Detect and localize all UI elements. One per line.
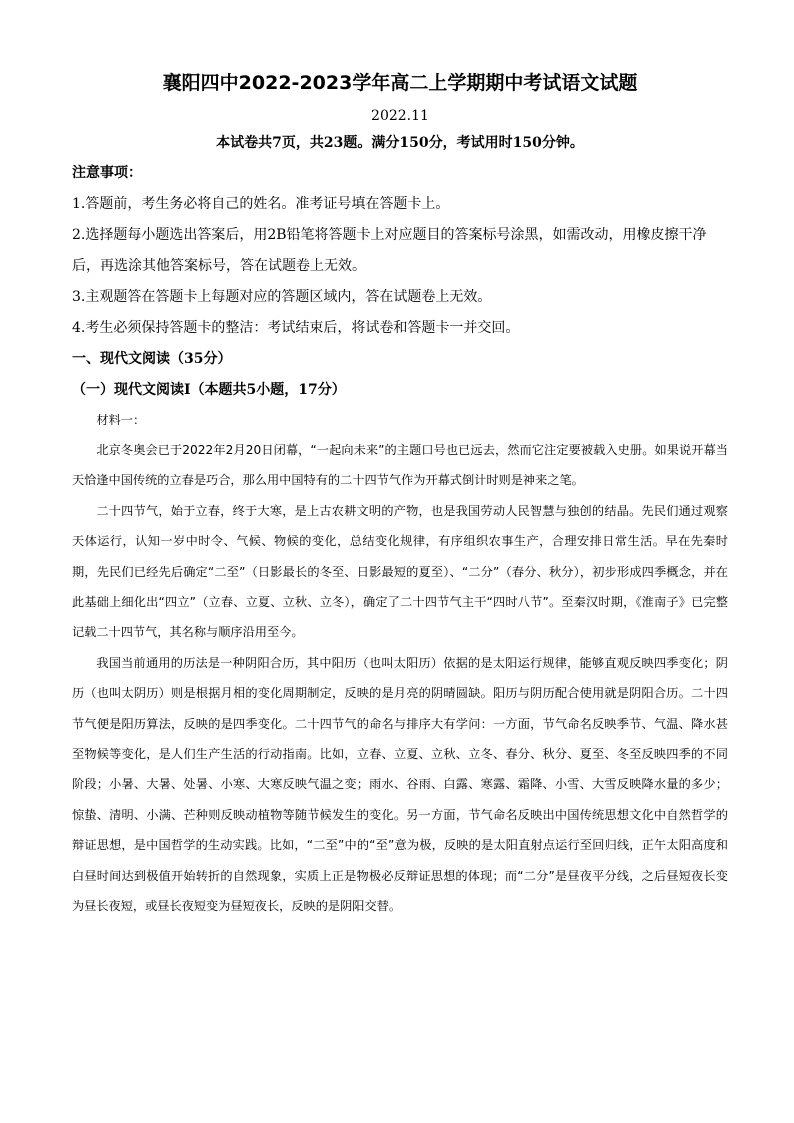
notice-item-4: 4.考生必须保持答题卡的整洁：考试结束后，将试卷和答题卡一并交回。 <box>72 320 520 336</box>
sub-section-heading: （一）现代文阅读Ⅰ（本题共5小题，17分） <box>72 382 346 398</box>
paragraph-1: 北京冬奥会已于2022年2月20日闭幕，“一起向未来”的主题口号也已远去，然而它注定要被载入史册。如果说开幕当天恰逢中国传统的立春是巧合，那么用中国特有的二十四节气作为开幕式倒计时则是神来之笔。 <box>72 443 728 488</box>
paragraph-3: 我国当前通用的历法是一种阴阳合历，其中阳历（也叫太阳历）依据的是太阳运行规律，能够直观反映四季变化；阴历（也叫太阴历）则是根据月相的变化周期制定，反映的是月亮的阴晴圆缺。阳历与阴历配合使用就是阴阳合历。二十四节气便是阳历算法，反映的是四季变化。二十四节气的命名与排序大有学问：一方面，节气命名反映季节、气温、降水甚至物候等变化，是人们生产生活的行动指南。比如，立春、立夏、立秋、立冬、春分、秋分、夏至、冬至反映四季的不同阶段；小暑、大暑、处暑、小寒、大寒反映气温之变；雨水、谷雨、白露、寒露、霜降、小雪、大雪反映降水量的多少；惊蛰、清明、小满、芒种则反映动植物等随节候发生的变化。另一方面，节气命名反映出中国传统思想文化中自然哲学的辩证思想，是中国哲学的生动实践。比如，“二至”中的“至”意为极，反映的是太阳直射点运行至回归线，正午太阳高度和白昼时间达到极值开始转折的自然现象，实质上正是物极必反辩证思想的体现；而“二分”是昼夜平分线，之后昼短夜长变为昼长夜短，或昼长夜短变为昼短夜长，反映的是阴阳交替。 <box>72 655 728 914</box>
notice-item-1: 1.答题前，考生务必将自己的姓名。准考证号填在答题卡上。 <box>72 196 450 212</box>
paragraph-2: 二十四节气，始于立春，终于大寒，是上古农耕文明的产物，也是我国劳动人民智慧与独创的结晶。先民们通过观察天体运行，认知一岁中时令、气候、物候的变化，总结变化规律，有序组织农事生产，合理安排日常生活。早在先秦时期，先民们已经先后确定“二至”（日影最长的冬至、日影最短的夏至）、“二分”（春分、秋分），初步形成四季概念，并在此基础上细化出“四立”（立春、立夏、立秋、立冬），确定了二十四节气主干“四时八节”。至秦汉时期，《淮南子》已完整记载二十四节气，其名称与顺序沿用至今。 <box>72 503 728 640</box>
notice-item-3: 3.主观题答在答题卡上每题对应的答题区域内，答在试题卷上无效。 <box>72 289 492 305</box>
reading-section <box>72 344 728 922</box>
material-label: 材料一： <box>96 413 146 427</box>
exam-info: 本试卷共7页，共23题。满分150分，考试用时150分钟。 <box>216 135 584 151</box>
notice-heading: 注意事项： <box>72 165 142 181</box>
notice-item-2: 2.选择题每小题选出答案后，用2B铅笔将答题卡上对应题目的答案标号涂黑，如需改动，用橡皮擦干净后，再选涂其他答案标号，答在试题卷上无效。 <box>72 227 707 274</box>
notice-block <box>72 158 728 344</box>
exam-page <box>72 68 728 922</box>
exam-title: 襄阳四中2022-2023学年高二上学期期中考试语文试题 <box>162 72 638 94</box>
section-heading: 一、现代文阅读（35分） <box>72 351 232 367</box>
exam-date: 2022.11 <box>371 108 429 124</box>
